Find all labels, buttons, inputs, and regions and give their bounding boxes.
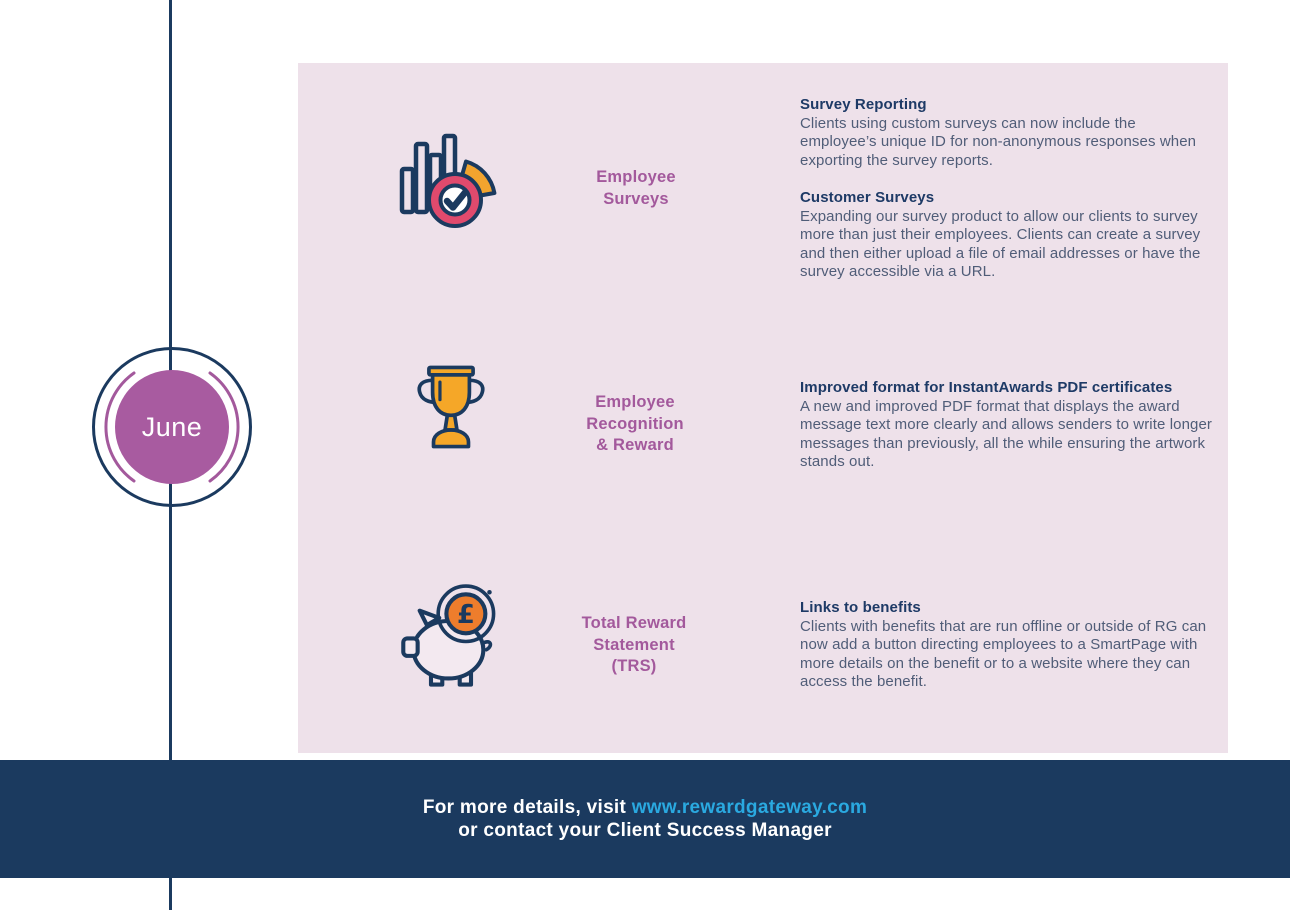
svg-text:£: £ xyxy=(456,600,475,631)
trophy-icon xyxy=(405,358,497,456)
update-heading: Survey Reporting xyxy=(800,96,927,113)
label-line: Statement xyxy=(593,635,675,654)
update-body: Clients using custom surveys can now include the employee’s unique ID for non-anonymous responses when exporting the survey reports. xyxy=(800,114,1197,169)
update-item xyxy=(800,599,1214,692)
piggy-bank-coin-icon xyxy=(392,582,510,700)
employee-surveys-icon xyxy=(387,124,507,244)
update-body: Clients with benefits that are run offline or outside of RG can now add a button directing employees to a SmartPage with more details on the benefit or to a website where they can access the benefit. xyxy=(800,617,1207,690)
update-item xyxy=(800,96,1214,170)
section-label-recognition-reward xyxy=(545,392,725,457)
label-line: Total Reward xyxy=(581,614,687,632)
bar-chart-donut-check-icon xyxy=(387,124,507,239)
label-line: Employee xyxy=(596,168,676,186)
month-badge: June xyxy=(115,370,229,484)
section-label-employee-surveys xyxy=(546,167,726,210)
footer-text xyxy=(423,796,867,843)
section-text-total-reward-statement xyxy=(800,599,1214,692)
section-label-total-reward-statement xyxy=(544,613,724,678)
update-item xyxy=(800,189,1214,282)
employee-recognition-icon xyxy=(405,358,497,461)
label-line: Employee xyxy=(595,393,675,411)
update-body: Expanding our survey product to allow our clients to survey more than just their employees. Clients can create a survey and then either upload a file of email addresses or have the survey accessible via a URL. xyxy=(800,207,1201,280)
update-heading: Customer Surveys xyxy=(800,189,935,206)
section-text-employee-surveys xyxy=(800,96,1214,282)
rewardgateway-link[interactable]: www.rewardgateway.com xyxy=(631,796,868,818)
update-heading: Links to benefits xyxy=(800,599,921,616)
footer-line1-prefix: For more details, visit xyxy=(422,796,632,818)
timeline-node-june xyxy=(92,347,252,507)
footer-band xyxy=(0,760,1290,878)
update-body: A new and improved PDF format that displays the award message text more clearly and allows senders to write longer messages than previously, all the while ensuring the artwork stands out. xyxy=(800,397,1213,470)
label-line: Surveys xyxy=(603,189,669,208)
update-heading: Improved format for InstantAwards PDF certificates xyxy=(800,379,1173,396)
label-line: Recognition xyxy=(586,414,684,433)
label-line: & Reward xyxy=(596,436,674,454)
update-item xyxy=(800,379,1214,472)
footer-line2: or contact your Client Success Manager xyxy=(458,820,832,841)
section-text-recognition-reward xyxy=(800,379,1214,472)
footer-line1 xyxy=(423,796,867,820)
total-reward-statement-icon xyxy=(392,582,510,705)
label-line: (TRS) xyxy=(611,657,657,675)
